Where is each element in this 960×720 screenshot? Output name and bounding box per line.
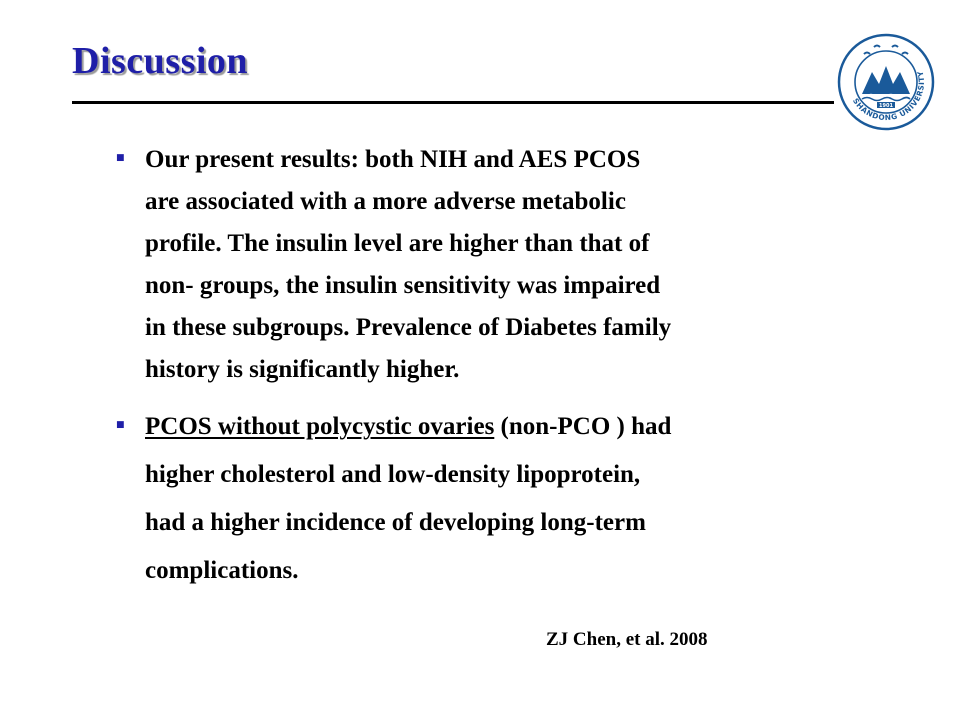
results-line: non- groups, the insulin sensitivity was impaired bbox=[145, 272, 661, 299]
non-pco-line: higher cholesterol and low-density lipoprotein, bbox=[145, 461, 641, 488]
results-line: profile. The insulin level are higher than that of bbox=[145, 230, 650, 257]
non-pco-line: had a higher incidence of developing long-term bbox=[145, 509, 646, 536]
bullet-paragraph-results bbox=[145, 139, 835, 391]
results-line: in these subgroups. Prevalence of Diabetes family bbox=[145, 314, 672, 341]
non-pco-line: complications. bbox=[145, 557, 299, 584]
results-line: history is significantly higher. bbox=[145, 356, 460, 383]
bullet-marker: ■ bbox=[116, 153, 125, 163]
results-line: are associated with a more adverse metabolic bbox=[145, 188, 626, 215]
first-line-rest: (non-PCO ) had bbox=[494, 413, 672, 440]
results-line: Our present results: both NIH and AES PCOS bbox=[145, 146, 641, 173]
underlined-phrase: PCOS without polycystic ovaries bbox=[145, 413, 495, 440]
bullet-paragraph-non-pco bbox=[145, 403, 835, 595]
seal-year: 1901 bbox=[879, 103, 893, 109]
university-seal-icon bbox=[836, 32, 936, 132]
seal-ring-text: SHANDONG UNIVERSITY bbox=[850, 69, 927, 123]
non-pco-first-line bbox=[145, 403, 835, 451]
title-divider bbox=[72, 101, 834, 104]
bullet-marker: ■ bbox=[116, 420, 125, 430]
citation: ZJ Chen, et al. 2008 bbox=[546, 629, 708, 650]
slide-title: Discussion bbox=[72, 40, 249, 82]
